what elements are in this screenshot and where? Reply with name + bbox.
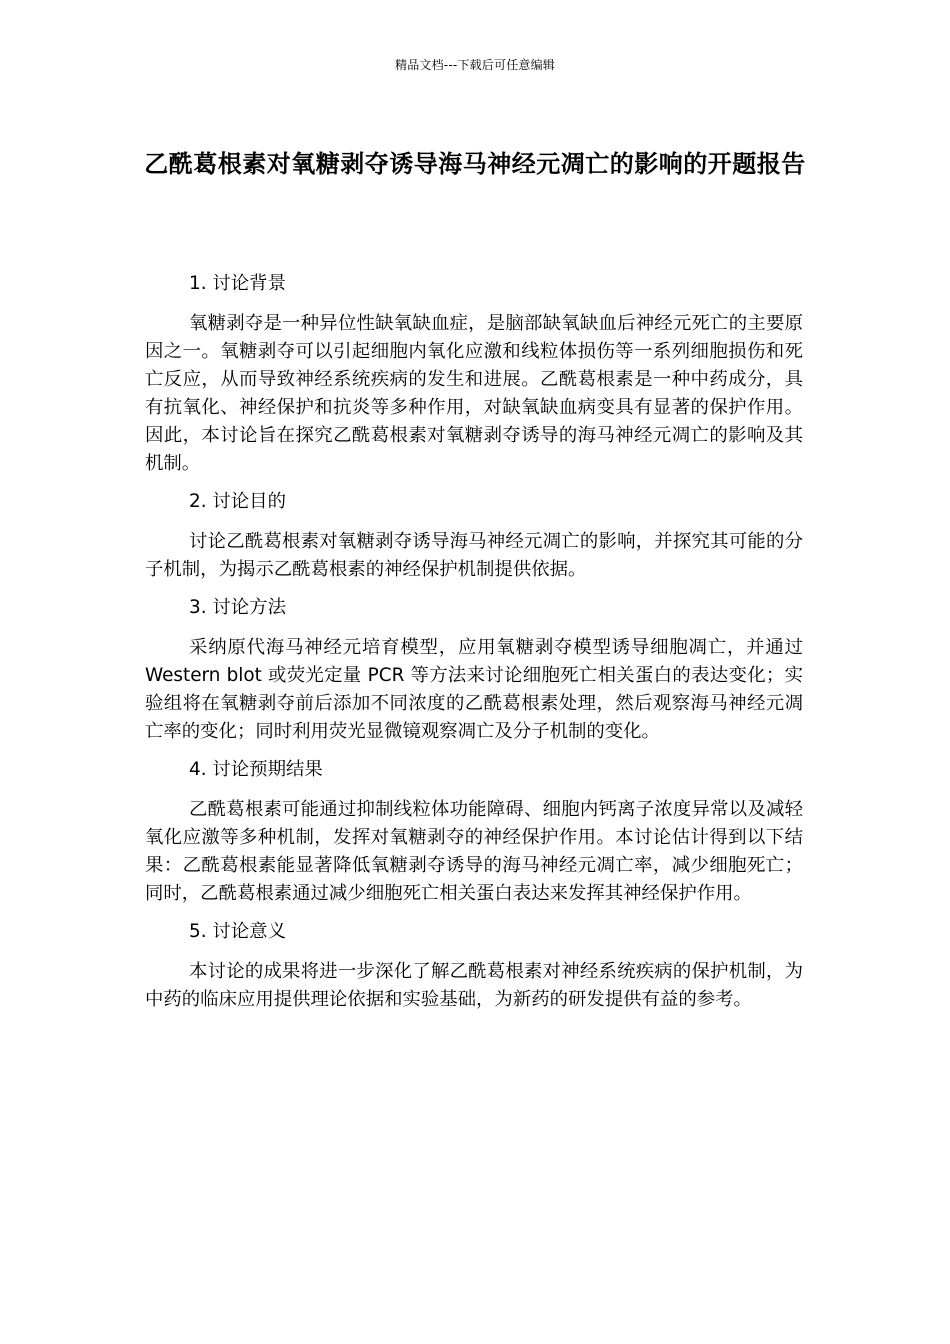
section-paragraph: 氧糖剥夺是一种异位性缺氧缺血症，是脑部缺氧缺血后神经元死亡的主要原因之一。氧糖剥夺可以引起细胞内氧化应激和线粒体损伤等一系列细胞损伤和死亡反应，从而导致神经系统疾病的发生和进展。乙酰葛根素是一种中药成分，具有抗氧化、神经保护和抗炎等多种作用，对缺氧缺血病变具有显著的保护作用。因此，本讨论旨在探究乙酰葛根素对氧糖剥夺诱导的海马神经元凋亡的影响及其机制。 xyxy=(145,313,803,474)
section-paragraph: 采纳原代海马神经元培育模型，应用氧糖剥夺模型诱导细胞凋亡，并通过 Western blot 或荧光定量 PCR 等方法来讨论细胞死亡相关蛋白的表达变化；实验组将在氧糖剥夺前后添加不同浓度的乙酰葛根素处理，然后观察海马神经元凋亡率的变化；同时利用荧光显微镜观察凋亡及分子机制的变化。 xyxy=(145,637,803,742)
section-paragraph: 乙酰葛根素可能通过抑制线粒体功能障碍、细胞内钙离子浓度异常以及减轻氧化应激等多种机制，发挥对氧糖剥夺的神经保护作用。本讨论估计得到以下结果：乙酰葛根素能显著降低氧糖剥夺诱导的海马神经元凋亡率，减少细胞死亡；同时，乙酰葛根素通过减少细胞死亡相关蛋白表达来发挥其神经保护作用。 xyxy=(145,799,803,904)
section-heading: 4. 讨论预期结果 xyxy=(189,759,323,780)
document-body xyxy=(145,270,803,1024)
section-background xyxy=(145,270,803,478)
section-methods xyxy=(145,594,803,746)
section-significance xyxy=(145,918,803,1014)
document-title: 乙酰葛根素对氧糖剥夺诱导海马神经元凋亡的影响的开题报告 xyxy=(144,150,806,178)
page-header: 精品文档---下载后可任意编辑 xyxy=(395,58,555,72)
section-expected-results xyxy=(145,756,803,908)
section-heading: 2. 讨论目的 xyxy=(189,491,286,512)
section-paragraph: 本讨论的成果将进一步深化了解乙酰葛根素对神经系统疾病的保护机制，为中药的临床应用提供理论依据和实验基础，为新药的研发提供有益的参考。 xyxy=(145,961,803,1010)
section-heading: 5. 讨论意义 xyxy=(189,921,286,942)
section-paragraph: 讨论乙酰葛根素对氧糖剥夺诱导海马神经元凋亡的影响，并探究其可能的分子机制，为揭示乙酰葛根素的神经保护机制提供依据。 xyxy=(145,531,803,580)
section-heading: 1. 讨论背景 xyxy=(189,273,286,294)
section-purpose xyxy=(145,488,803,584)
section-heading: 3. 讨论方法 xyxy=(189,597,286,618)
